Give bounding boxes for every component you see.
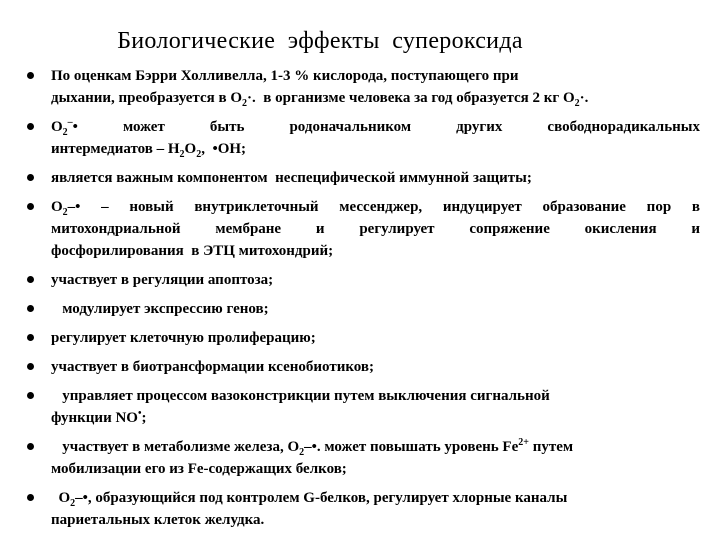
text-segment: участвует в регуляции апоптоза;: [51, 272, 274, 288]
bullet-line: [51, 167, 700, 189]
text-segment: интермедиатов – H: [51, 141, 180, 157]
text-segment: ·. в организме человека за год образуется 2 кг O: [247, 90, 575, 106]
bullet-icon: [27, 72, 34, 79]
bullet-list: [24, 65, 700, 538]
bullet-line: [51, 509, 700, 531]
bullet-icon: [27, 443, 34, 450]
bullet-item: [24, 116, 700, 160]
subscript: 2: [70, 498, 76, 509]
text-segment: –•, образующийся под контролем G-белков, регулирует хлорные каналы: [75, 490, 568, 506]
bullet-icon: [27, 305, 34, 312]
text-segment: мобилизации его из Fe-содержащих белков;: [51, 461, 347, 477]
text-segment: участвует в метаболизме железа, O: [51, 439, 300, 455]
bullet-line: [51, 487, 700, 509]
text-segment: ;: [141, 410, 147, 426]
superscript: •: [137, 408, 142, 419]
bullet-icon: [27, 203, 34, 210]
bullet-item: [24, 167, 700, 189]
bullet-icon: [27, 363, 34, 370]
subscript: 2: [62, 207, 68, 218]
text-segment: –• – новый внутриклеточный мессенджер, индуцирует образование пор в: [67, 199, 700, 215]
text-segment: управляет процессом вазоконстрикции путем выключения сигнальной: [51, 388, 550, 404]
bullet-line: [51, 87, 700, 109]
bullet-line: [51, 436, 700, 458]
bullet-icon: [27, 123, 34, 130]
bullet-line: [51, 385, 700, 407]
superscript: 2+: [518, 437, 529, 448]
subscript: 2: [62, 127, 68, 138]
bullet-item: [24, 436, 700, 480]
bullet-icon: [27, 494, 34, 501]
bullet-icon: [27, 334, 34, 341]
bullet-item: [24, 356, 700, 378]
bullet-item: [24, 298, 700, 320]
text-segment: O: [51, 490, 71, 506]
text-segment: O: [51, 119, 63, 135]
bullet-line: [51, 218, 700, 240]
bullet-line: [51, 327, 700, 349]
bullet-line: [51, 298, 700, 320]
text-segment: модулирует экспрессию генов;: [51, 301, 269, 317]
bullet-line: [51, 356, 700, 378]
bullet-line: [51, 116, 700, 138]
text-segment: По оценкам Бэрри Холливелла, 1-3 % кислорода, поступающего при: [51, 68, 519, 84]
text-segment: путем: [528, 439, 574, 455]
text-segment: участвует в биотрансформации ксенобиотиков;: [51, 359, 374, 375]
bullet-line: [51, 138, 700, 160]
bullet-item: [24, 385, 700, 429]
text-segment: фосфорилирования в ЭТЦ митохондрий;: [51, 243, 334, 259]
text-segment: ·.: [579, 90, 589, 106]
bullet-icon: [27, 174, 34, 181]
bullet-line: [51, 407, 700, 429]
text-segment: O: [51, 199, 63, 215]
text-segment: • может быть родоначальником других свободнорадикальных: [72, 119, 700, 135]
bullet-item: [24, 65, 700, 109]
bullet-item: [24, 327, 700, 349]
text-segment: дыхании, преобразуется в O: [51, 90, 243, 106]
text-segment: париетальных клеток желудка.: [51, 512, 265, 528]
text-segment: регулирует клеточную пролиферацию;: [51, 330, 316, 346]
bullet-item: [24, 269, 700, 291]
text-segment: является важным компонентом неспецифической иммунной защиты;: [51, 170, 532, 186]
text-segment: митохондриальной мембране и регулирует сопряжение окисления и: [51, 221, 700, 237]
subscript: 2: [179, 149, 185, 160]
bullet-icon: [27, 276, 34, 283]
text-segment: функции NO: [51, 410, 138, 426]
bullet-line: [51, 269, 700, 291]
bullet-line: [51, 65, 700, 87]
bullet-line: [51, 196, 700, 218]
subscript: 2: [299, 447, 305, 458]
text-segment: O: [184, 141, 197, 157]
bullet-line: [51, 458, 700, 480]
bullet-line: [51, 240, 700, 262]
bullet-item: [24, 196, 700, 262]
subscript: 2: [196, 149, 202, 160]
bullet-icon: [27, 392, 34, 399]
superscript: –: [67, 117, 73, 128]
text-segment: –•. может повышать уровень Fe: [304, 439, 519, 455]
subscript: 2: [242, 98, 248, 109]
subscript: 2: [574, 98, 580, 109]
bullet-item: [24, 487, 700, 531]
text-segment: , •OH;: [201, 141, 247, 157]
page-title: Биологические эффекты супероксида: [117, 28, 523, 54]
